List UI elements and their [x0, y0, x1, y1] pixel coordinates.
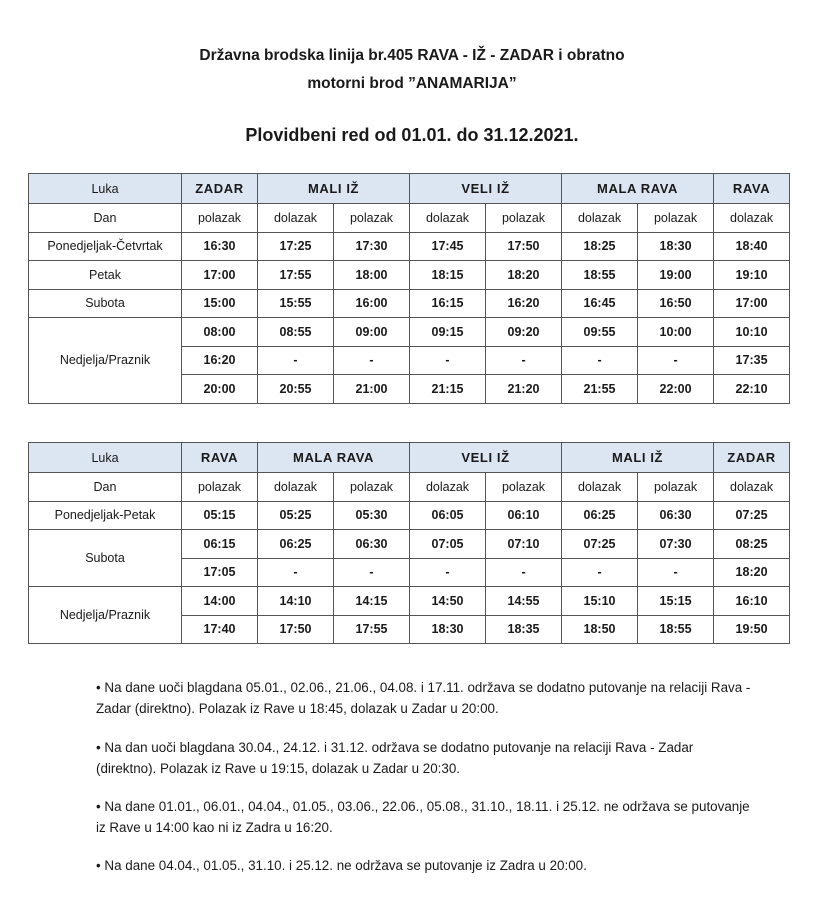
time-cell: 06:25: [258, 530, 334, 559]
column-label: dolazak: [258, 204, 334, 233]
day-label: Dan: [29, 204, 182, 233]
time-cell: 16:20: [182, 346, 258, 375]
port-name: ZADAR: [714, 443, 790, 473]
time-cell: 16:15: [410, 289, 486, 318]
column-label: polazak: [486, 204, 562, 233]
time-cell: 09:55: [562, 318, 638, 347]
time-cell: 07:05: [410, 530, 486, 559]
time-cell: 20:00: [182, 375, 258, 404]
time-cell: 17:55: [334, 615, 410, 644]
note-extra-trip-2: • Na dan uoči blagdana 30.04., 24.12. i 31.12. održava se dodatno putovanje na relaciji Rava - Zadar (direktno). Polazak iz Rave u 19:15, dolazak u Zadar u 20:30.: [96, 740, 694, 776]
time-cell: 18:30: [410, 615, 486, 644]
schedule-row: [29, 261, 790, 290]
port-name: VELI IŽ: [410, 174, 562, 204]
direction-row: [29, 204, 790, 233]
time-cell: 16:00: [334, 289, 410, 318]
direction-row: [29, 473, 790, 502]
time-cell: 17:50: [258, 615, 334, 644]
time-cell: 17:30: [334, 232, 410, 261]
column-label: dolazak: [714, 473, 790, 502]
time-cell: -: [562, 558, 638, 587]
port-name: MALI IŽ: [562, 443, 714, 473]
column-label: dolazak: [562, 204, 638, 233]
time-cell: 15:10: [562, 587, 638, 616]
time-cell: -: [258, 346, 334, 375]
time-cell: -: [486, 346, 562, 375]
column-label: dolazak: [258, 473, 334, 502]
time-cell: 22:00: [638, 375, 714, 404]
port-name: VELI IŽ: [410, 443, 562, 473]
column-label: polazak: [638, 204, 714, 233]
time-cell: 17:40: [182, 615, 258, 644]
day-name: Subota: [29, 530, 182, 587]
time-cell: 05:15: [182, 501, 258, 530]
time-cell: 08:55: [258, 318, 334, 347]
time-cell: 18:50: [562, 615, 638, 644]
time-cell: 14:10: [258, 587, 334, 616]
column-label: dolazak: [562, 473, 638, 502]
time-cell: 16:30: [182, 232, 258, 261]
time-cell: 10:00: [638, 318, 714, 347]
time-cell: 05:25: [258, 501, 334, 530]
time-cell: 08:25: [714, 530, 790, 559]
time-cell: 09:20: [486, 318, 562, 347]
column-label: dolazak: [410, 204, 486, 233]
time-cell: 16:45: [562, 289, 638, 318]
time-cell: 10:10: [714, 318, 790, 347]
schedule-row: [29, 289, 790, 318]
time-cell: 09:15: [410, 318, 486, 347]
time-cell: 21:00: [334, 375, 410, 404]
time-cell: 18:20: [486, 261, 562, 290]
time-cell: 06:10: [486, 501, 562, 530]
column-label: polazak: [334, 473, 410, 502]
time-cell: -: [258, 558, 334, 587]
port-header-row: [29, 174, 790, 204]
port-name: ZADAR: [182, 174, 258, 204]
time-cell: 07:30: [638, 530, 714, 559]
column-label: polazak: [638, 473, 714, 502]
time-cell: 22:10: [714, 375, 790, 404]
schedule-row: [29, 587, 790, 616]
column-label: polazak: [182, 204, 258, 233]
time-cell: 14:00: [182, 587, 258, 616]
time-cell: 19:50: [714, 615, 790, 644]
port-label: Luka: [29, 174, 182, 204]
time-cell: 16:10: [714, 587, 790, 616]
port-header-row: [29, 443, 790, 473]
time-cell: 17:00: [714, 289, 790, 318]
time-cell: -: [410, 346, 486, 375]
time-cell: 16:50: [638, 289, 714, 318]
time-cell: 15:55: [258, 289, 334, 318]
note-cancelled-evening-trip: • Na dane 04.04., 01.05., 31.10. i 25.12. ne održava se putovanje iz Zadra u 20:00.: [96, 858, 587, 873]
column-label: polazak: [182, 473, 258, 502]
time-cell: 06:25: [562, 501, 638, 530]
time-cell: 15:00: [182, 289, 258, 318]
vessel-name: motorni brod ”ANAMARIJA”: [307, 75, 517, 92]
time-cell: 18:55: [562, 261, 638, 290]
time-cell: 21:15: [410, 375, 486, 404]
port-name: MALI IŽ: [258, 174, 410, 204]
time-cell: -: [638, 558, 714, 587]
time-cell: 06:30: [334, 530, 410, 559]
schedule-row: [29, 501, 790, 530]
time-cell: 17:35: [714, 346, 790, 375]
time-cell: 19:00: [638, 261, 714, 290]
time-cell: 17:05: [182, 558, 258, 587]
time-cell: 18:15: [410, 261, 486, 290]
time-cell: 06:15: [182, 530, 258, 559]
day-name: Ponedjeljak-Petak: [29, 501, 182, 530]
port-name: MALA RAVA: [258, 443, 410, 473]
time-cell: 17:25: [258, 232, 334, 261]
timetable-zadar-to-rava: [28, 173, 790, 404]
time-cell: 07:10: [486, 530, 562, 559]
day-name: Subota: [29, 289, 182, 318]
time-cell: -: [334, 558, 410, 587]
time-cell: 18:55: [638, 615, 714, 644]
port-name: RAVA: [182, 443, 258, 473]
time-cell: 21:20: [486, 375, 562, 404]
time-cell: 14:55: [486, 587, 562, 616]
day-name: Nedjelja/Praznik: [29, 318, 182, 404]
day-label: Dan: [29, 473, 182, 502]
time-cell: 07:25: [562, 530, 638, 559]
time-cell: 17:55: [258, 261, 334, 290]
time-cell: 18:00: [334, 261, 410, 290]
port-name: MALA RAVA: [562, 174, 714, 204]
time-cell: -: [334, 346, 410, 375]
time-cell: 06:05: [410, 501, 486, 530]
time-cell: -: [410, 558, 486, 587]
schedule-row: [29, 232, 790, 261]
schedule-row: [29, 530, 790, 559]
time-cell: -: [638, 346, 714, 375]
day-name: Petak: [29, 261, 182, 290]
note-extra-trip-1: • Na dane uoči blagdana 05.01., 02.06., 21.06., 04.08. i 17.11. održava se dodatno putovanje na relaciji Rava - Zadar (direktno). Polazak iz Rave u 18:45, dolazak u Zadar u 20:00.: [96, 680, 751, 716]
column-label: polazak: [486, 473, 562, 502]
timetable-title: Državna brodska linija br.405 RAVA - IŽ - ZADAR i obratno: [199, 47, 625, 64]
time-cell: 19:10: [714, 261, 790, 290]
time-cell: 09:00: [334, 318, 410, 347]
column-label: polazak: [334, 204, 410, 233]
time-cell: 14:15: [334, 587, 410, 616]
time-cell: 18:25: [562, 232, 638, 261]
time-cell: 18:35: [486, 615, 562, 644]
day-name: Ponedjeljak-Četvrtak: [29, 232, 182, 261]
time-cell: 18:40: [714, 232, 790, 261]
time-cell: 21:55: [562, 375, 638, 404]
note-cancelled-trips: • Na dane 01.01., 06.01., 04.04., 01.05., 03.06., 22.06., 05.08., 31.10., 18.11. i 25.12. ne održava se putovanje iz Rave u 14:00 kao ni iz Zadra u 16:20.: [96, 799, 750, 835]
time-cell: 06:30: [638, 501, 714, 530]
schedule-period: Plovidbeni red od 01.01. do 31.12.2021.: [245, 125, 579, 145]
time-cell: 16:20: [486, 289, 562, 318]
day-name: Nedjelja/Praznik: [29, 587, 182, 644]
time-cell: 18:20: [714, 558, 790, 587]
time-cell: 14:50: [410, 587, 486, 616]
column-label: dolazak: [410, 473, 486, 502]
port-name: RAVA: [714, 174, 790, 204]
time-cell: 08:00: [182, 318, 258, 347]
time-cell: 17:00: [182, 261, 258, 290]
schedule-row: [29, 318, 790, 347]
time-cell: -: [486, 558, 562, 587]
time-cell: 17:45: [410, 232, 486, 261]
time-cell: 18:30: [638, 232, 714, 261]
timetable-rava-to-zadar: [28, 442, 790, 644]
time-cell: 07:25: [714, 501, 790, 530]
time-cell: 17:50: [486, 232, 562, 261]
column-label: dolazak: [714, 204, 790, 233]
port-label: Luka: [29, 443, 182, 473]
time-cell: 20:55: [258, 375, 334, 404]
time-cell: 15:15: [638, 587, 714, 616]
time-cell: 05:30: [334, 501, 410, 530]
time-cell: -: [562, 346, 638, 375]
